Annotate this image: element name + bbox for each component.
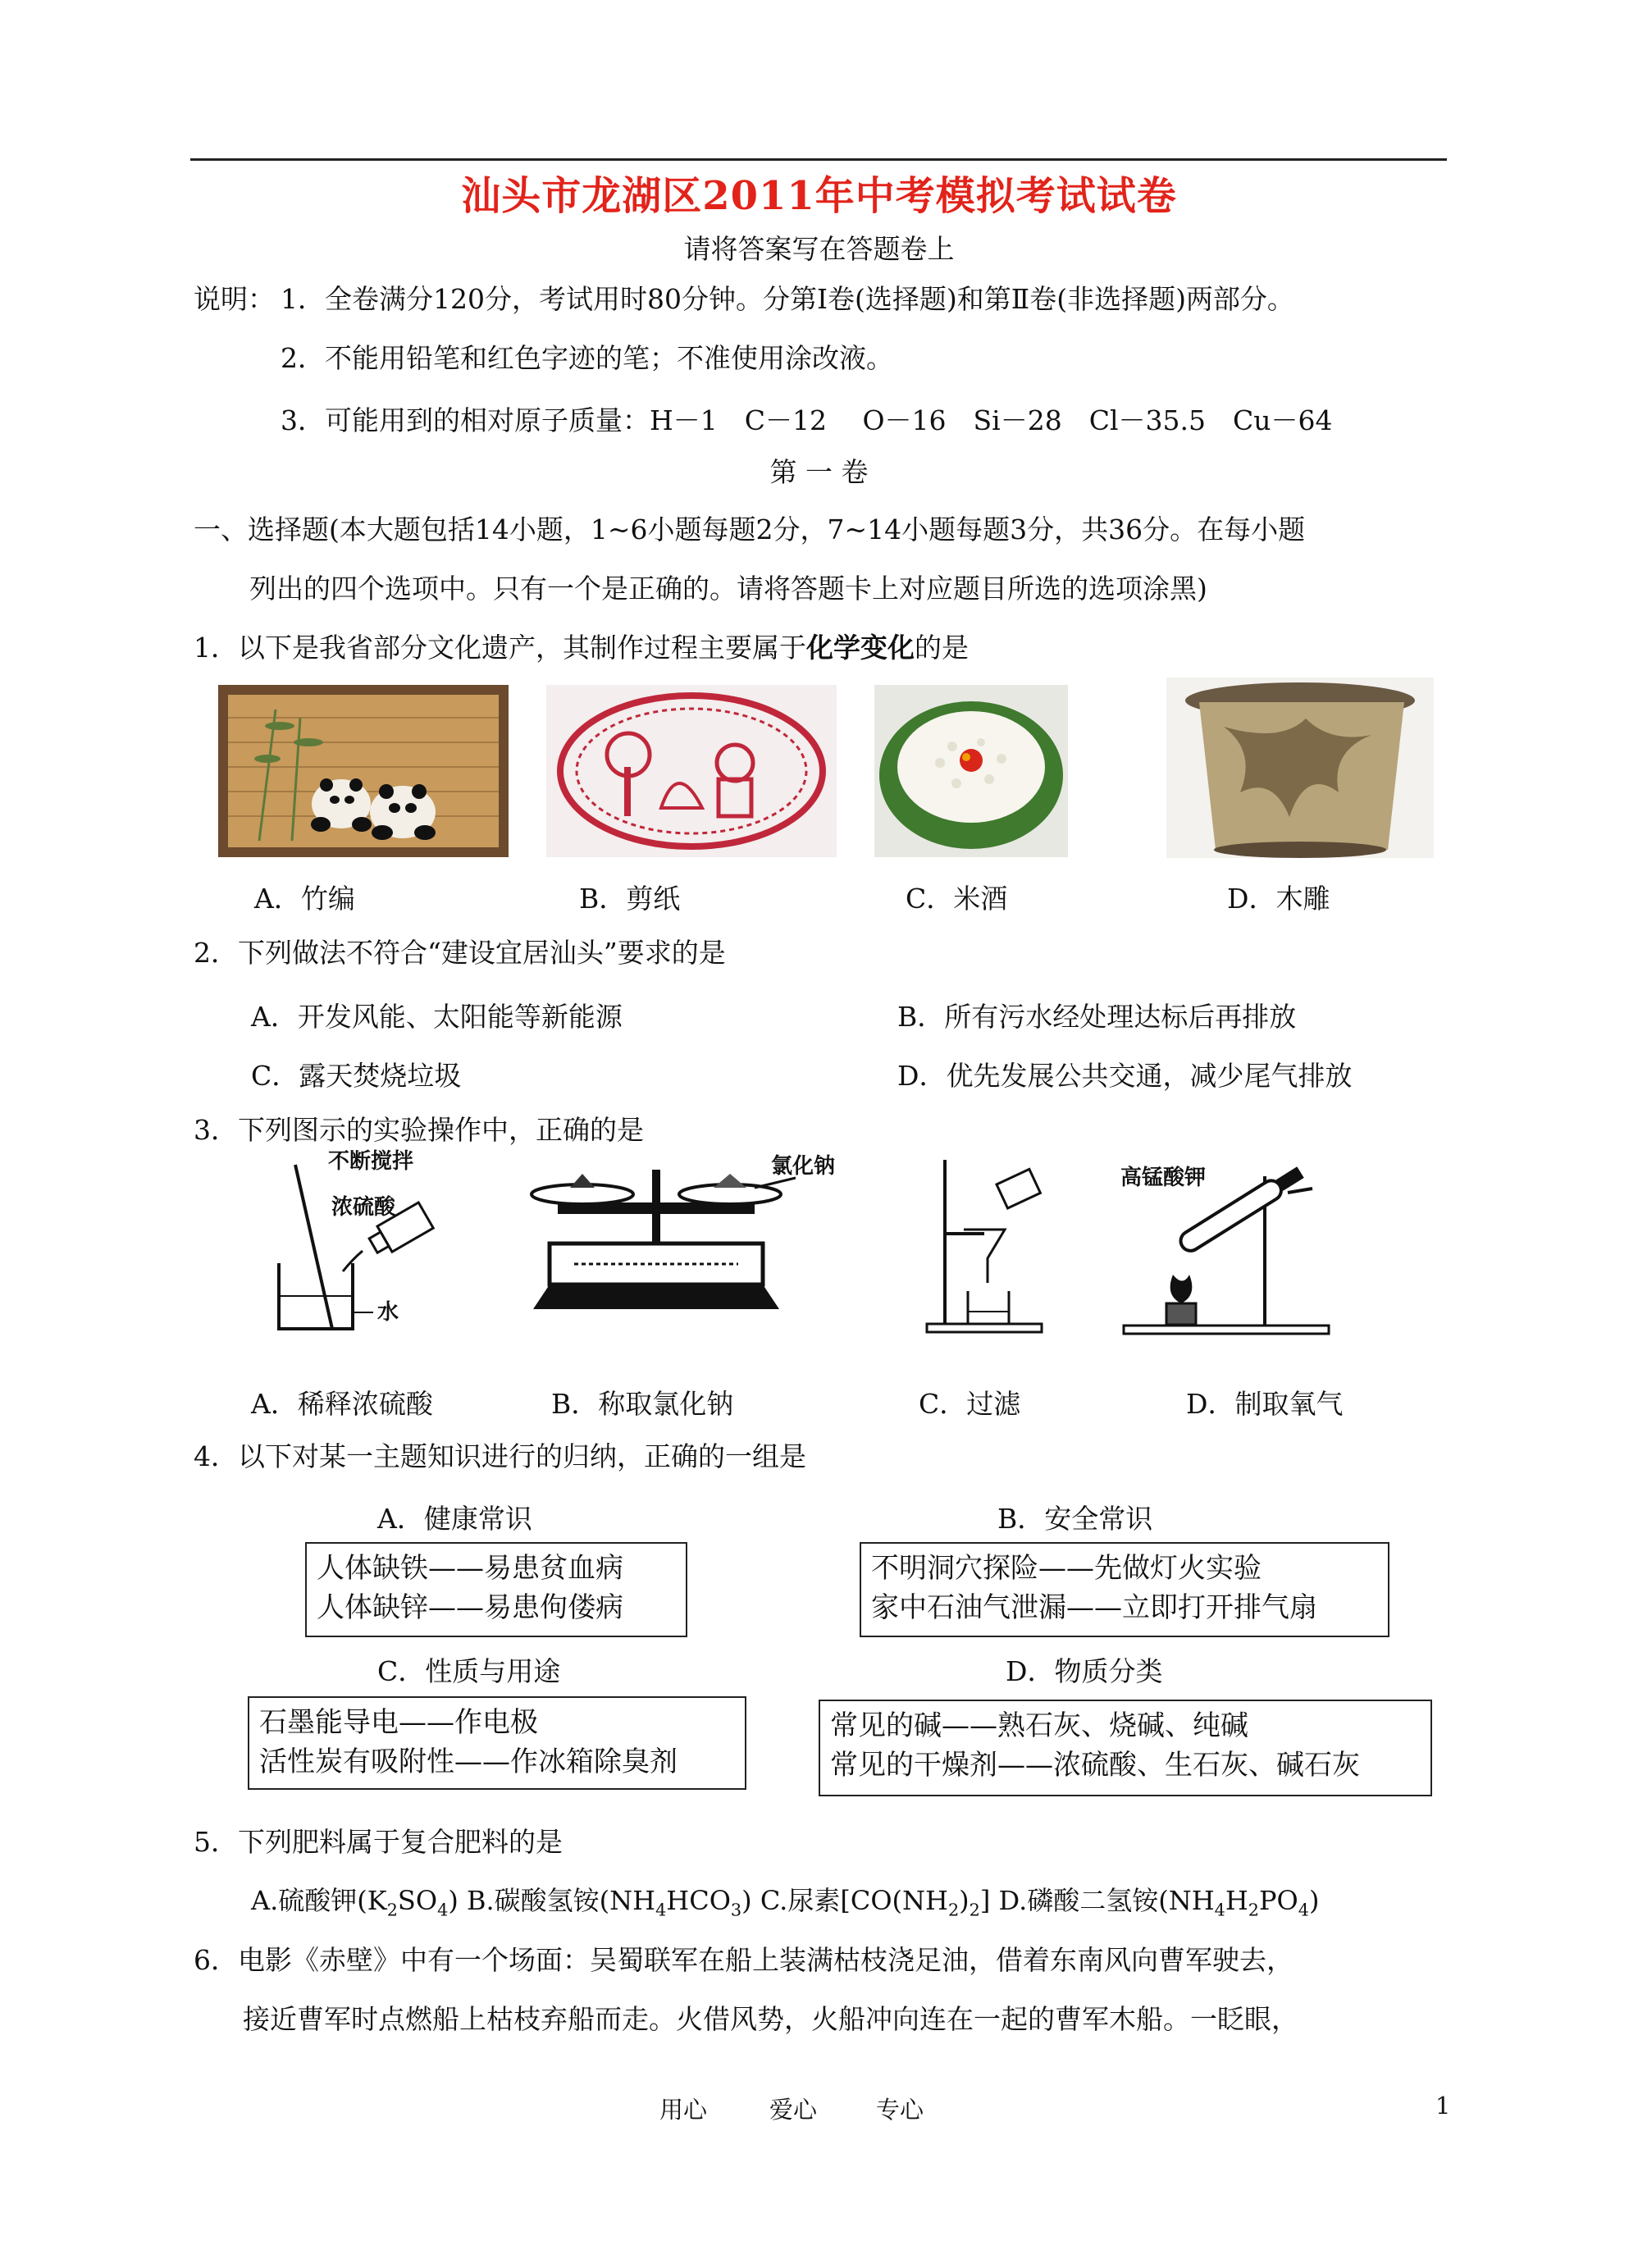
q5-option-a[interactable]: A.硫酸钾$(K_2SO_4)$ [251,1885,459,1920]
q3-diagram-dilute-acid [262,1148,459,1339]
q1-option-a[interactable]: A．竹编 [254,883,355,915]
instruction-1: 1．全卷满分120分，考试用时80分钟。分第Ⅰ卷(选择题)和第Ⅱ卷(非选择题)两部分。 [281,283,1294,315]
q3-label-nacl: 氯化钠 [771,1154,836,1179]
question-1-stem [194,632,969,664]
q4-box-b-line-1: 不明洞穴探险——先做灯火实验 [871,1552,1262,1585]
q4-box-c-line-2: 活性炭有吸附性——作冰箱除臭剂 [259,1745,678,1778]
q5-option-d-name: D.磷酸二氢铵 [998,1885,1159,1916]
q3-option-a[interactable]: A．稀释浓硫酸 [251,1388,433,1420]
q1-option-c[interactable]: C．米酒 [906,883,1008,915]
exam-title: 汕头市龙湖区2011年中考模拟考试试卷 [461,173,1177,219]
exam-subtitle: 请将答案写在答题卷上 [683,233,955,265]
q2-option-b[interactable]: B．所有污水经处理达标后再排放 [897,1001,1297,1033]
q4-box-b-line-2: 家中石油气泄漏——立即打开排气扇 [871,1591,1317,1624]
section-heading-line1: 一、选择题(本大题包括14小题，1~6小题每题2分，7~14小题每题3分，共36分。在每小题 [194,513,1306,545]
q5-option-d[interactable]: D.磷酸二氢铵$(NH_4H_2PO_4)$ [998,1885,1320,1920]
q3-diagram-filtration [919,1152,1050,1339]
q4-box-b-label[interactable]: B．安全常识 [997,1503,1153,1535]
q4-box-d-label[interactable]: D．物质分类 [1006,1655,1163,1687]
q1-image-bamboo-weaving [218,685,509,857]
q1-stem-before: 1．以下是我省部分文化遗产，其制作过程主要属于 [194,632,806,664]
q4-box-c-label[interactable]: C．性质与用途 [377,1655,561,1687]
footer-motto-1: 用心 [659,2096,708,2124]
q5-option-b[interactable]: B.碳酸氢铵$(NH_4HCO_3)$ [466,1885,752,1920]
q3-diagram-oxygen-prep [1116,1152,1337,1337]
volume-title: 第 一 卷 [769,456,869,488]
q3-diagram-balance [525,1153,850,1335]
q4-box-a-label[interactable]: A．健康常识 [377,1503,532,1535]
q4-box-d-line-1: 常见的碱——熟石灰、烧碱、纯碱 [830,1709,1248,1742]
section-heading-line2: 列出的四个选项中。只有一个是正确的。请将答题卡上对应题目所选的选项涂黑) [249,573,1207,605]
q4-box-a [305,1542,687,1637]
q1-stem-bold: 化学变化 [806,632,915,664]
instruction-2: 2．不能用铅笔和红色字迹的笔；不准使用涂改液。 [281,342,893,374]
footer-motto-2: 爱心 [769,2096,818,2124]
question-6-line-1: 6．电影《赤壁》中有一个场面：吴蜀联军在船上装满枯枝浇足油，借着东南风向曹军驶去， [194,1944,1294,1976]
q4-box-d [819,1700,1432,1796]
q3-option-b[interactable]: B．称取氯化钠 [551,1388,734,1420]
q2-option-c[interactable]: C．露天焚烧垃圾 [251,1060,462,1092]
question-5-stem: 5．下列肥料属于复合肥料的是 [194,1826,563,1858]
q1-image-rice-wine [874,685,1068,857]
q4-box-c-line-1: 石墨能导电——作电极 [259,1706,538,1739]
question-6-line-2: 接近曹军时点燃船上枯枝弃船而走。火借风势，火船冲向连在一起的曹军木船。一眨眼， [243,2003,1298,2035]
page-number: 1 [1435,2092,1451,2120]
q3-label-kmno4: 高锰酸钾 [1120,1166,1207,1190]
q4-box-a-line-1: 人体缺铁——易患贫血病 [317,1552,623,1585]
q5-option-c[interactable]: C.尿素$[CO(NH_2)_2]$ [760,1885,991,1920]
q5-option-c-name: C.尿素 [760,1885,841,1916]
q4-box-b [860,1542,1389,1637]
question-3-stem: 3．下列图示的实验操作中，正确的是 [194,1114,644,1146]
question-4-stem: 4．以下对某一主题知识进行的归纳，正确的一组是 [194,1440,806,1472]
footer-motto-3: 专心 [876,2096,924,2124]
q4-box-a-line-2: 人体缺锌——易患佝偻病 [317,1591,623,1624]
q2-option-d[interactable]: D．优先发展公共交通，减少尾气排放 [897,1060,1353,1092]
q3-option-c[interactable]: C．过滤 [919,1388,1021,1420]
q1-image-paper-cutting [546,685,837,857]
instructions-lead: 说明： [194,283,275,315]
q3-label-stir: 不断搅拌 [328,1149,414,1174]
q1-option-d[interactable]: D．木雕 [1227,883,1330,915]
q3-label-water: 水 [377,1300,399,1325]
top-rule [190,158,1447,161]
instruction-3: 3．可能用到的相对原子质量：H－1 C－12 O－16 Si－28 Cl－35.5 Cu－64 [281,404,1333,436]
q1-image-wood-carving [1166,678,1434,858]
q5-option-b-name: B.碳酸氢铵 [466,1885,600,1916]
q1-stem-after: 的是 [915,632,969,664]
q1-option-b[interactable]: B．剪纸 [579,883,681,915]
q5-options-row [251,1885,1320,1920]
q4-box-c [248,1696,746,1790]
q3-label-acid: 浓硫酸 [331,1195,396,1220]
q4-box-d-line-2: 常见的干燥剂——浓硫酸、生石灰、碱石灰 [830,1749,1360,1782]
q5-option-a-name: A.硫酸钾 [251,1885,358,1916]
question-2-stem: 2．下列做法不符合“建设宜居汕头”要求的是 [194,937,726,969]
q3-option-d[interactable]: D．制取氧气 [1186,1388,1344,1420]
q2-option-a[interactable]: A．开发风能、太阳能等新能源 [251,1001,623,1033]
